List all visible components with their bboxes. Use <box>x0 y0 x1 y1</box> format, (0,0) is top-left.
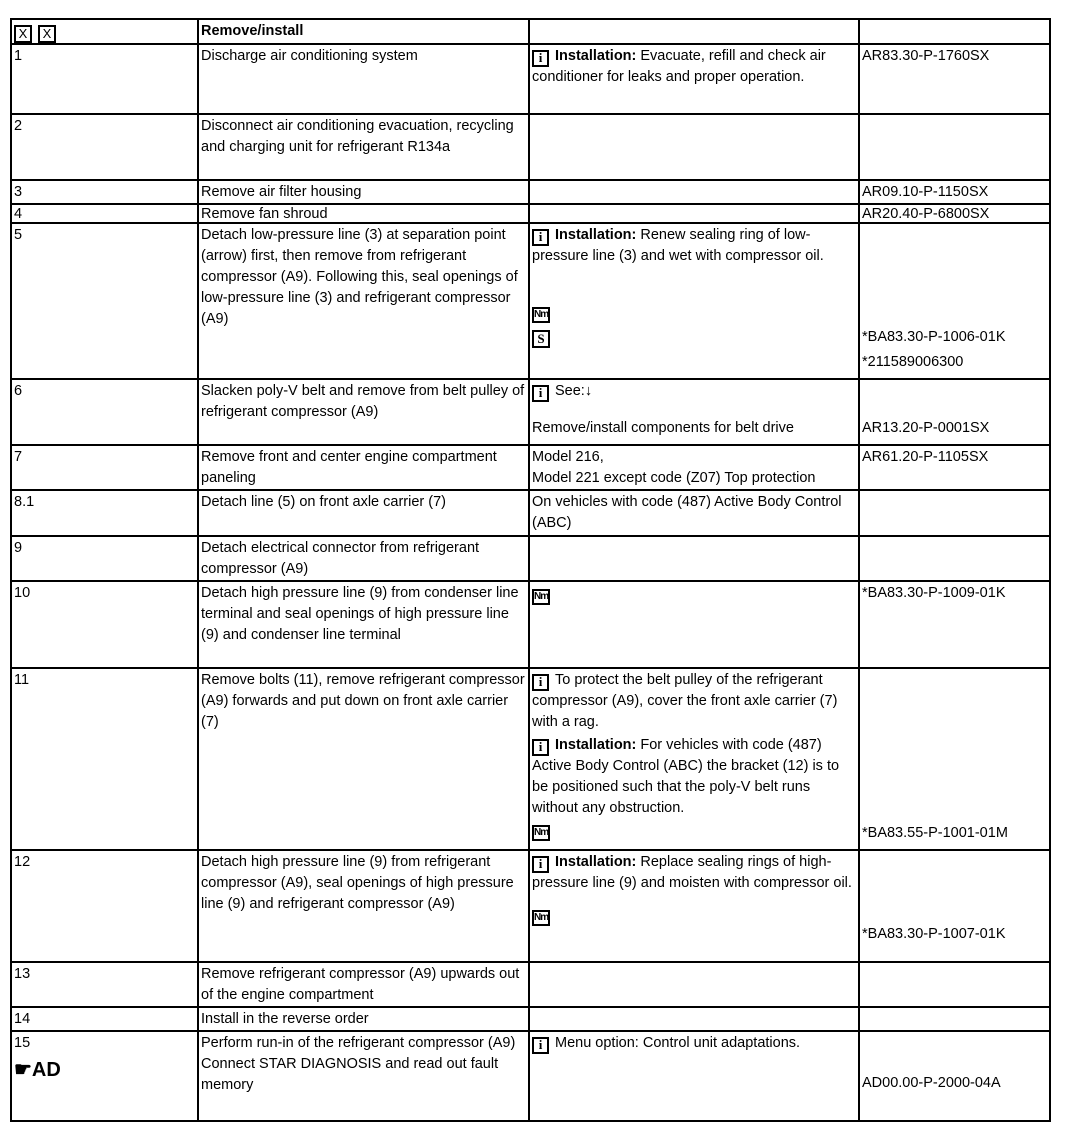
step-note: On vehicles with code (487) Active Body Control (ABC) <box>529 490 859 536</box>
reference-link[interactable]: AR61.20-P-1105SX <box>859 445 1050 490</box>
procedure-table <box>10 18 1051 1122</box>
reference-cell <box>859 223 1050 379</box>
step-text: Connect STAR DIAGNOSIS and read out fault memory <box>201 1056 499 1093</box>
step-number: 9 <box>11 536 198 581</box>
reference-cell <box>859 1007 1050 1031</box>
table-row <box>11 581 1050 668</box>
step-text: Detach high pressure line (9) from refrigerant compressor (A9), seal openings of high pressure line (9) and refrigerant compressor (A9) <box>198 850 529 962</box>
step-text: Detach high pressure line (9) from condenser line terminal and seal openings of high pressure line (9) and condenser line terminal <box>198 581 529 668</box>
info-icon: i <box>532 385 549 402</box>
table-row <box>11 44 1050 114</box>
reference-link[interactable]: AR83.30-P-1760SX <box>859 44 1050 114</box>
installation-label: Installation: <box>555 48 637 64</box>
torque-icon[interactable]: Nm <box>532 910 550 926</box>
step-text: Discharge air conditioning system <box>198 44 529 114</box>
step-note <box>529 204 859 223</box>
step-text: Remove front and center engine compartment paneling <box>198 445 529 490</box>
header-empty-cell <box>859 19 1050 44</box>
reference-link[interactable]: AR09.10-P-1150SX <box>859 180 1050 204</box>
step-note <box>529 536 859 581</box>
reference-link[interactable]: AD00.00-P-2000-04A <box>862 1075 1001 1091</box>
torque-reference-link[interactable]: *BA83.30-P-1006-01K <box>862 329 1006 345</box>
expand-icon: X <box>14 25 32 43</box>
step-text: Remove air filter housing <box>198 180 529 204</box>
step-note <box>529 581 859 668</box>
step-number: 7 <box>11 445 198 490</box>
step-text: Detach electrical connector from refrigerant compressor (A9) <box>198 536 529 581</box>
step-text: Detach line (5) on front axle carrier (7) <box>198 490 529 536</box>
step-number: 14 <box>11 1007 198 1031</box>
reference-cell <box>859 490 1050 536</box>
step-note <box>529 850 859 962</box>
note-text: Replace sealing rings of high-pressure line (9) and moisten with compressor oil. <box>532 854 852 891</box>
step-number: 5 <box>11 223 198 379</box>
step-text: Slacken poly-V belt and remove from belt pulley of refrigerant compressor (A9) <box>198 379 529 445</box>
table-row <box>11 536 1050 581</box>
step-number: 3 <box>11 180 198 204</box>
step-number: 15 <box>14 1035 31 1051</box>
torque-icon[interactable]: Nm <box>532 589 550 605</box>
reference-link[interactable]: *BA83.30-P-1007-01K <box>862 926 1006 942</box>
step-number: 8.1 <box>11 490 198 536</box>
installation-label: Installation: <box>555 227 637 243</box>
step-text: Install in the reverse order <box>198 1007 529 1031</box>
table-row <box>11 204 1050 223</box>
reference-link[interactable]: AR13.20-P-0001SX <box>862 420 990 436</box>
step-note <box>529 379 859 445</box>
step-note <box>529 114 859 180</box>
step-number: 2 <box>11 114 198 180</box>
reference-link[interactable]: *BA83.55-P-1001-01M <box>862 825 1008 841</box>
table-row <box>11 850 1050 962</box>
torque-icon[interactable]: Nm <box>532 825 550 841</box>
table-row <box>11 114 1050 180</box>
reference-link[interactable]: *BA83.30-P-1009-01K <box>859 581 1050 668</box>
torque-icon[interactable]: Nm <box>532 307 550 323</box>
table-row <box>11 223 1050 379</box>
installation-label: Installation: <box>555 854 637 870</box>
step-number: 13 <box>11 962 198 1007</box>
step-text: Detach low-pressure line (3) at separation point (arrow) first, then remove from refrigerant compressor (A9). Following this, seal openings of low-pressure line (3) and refrigerant compressor (A9) <box>198 223 529 379</box>
note-text: Renew sealing ring of low-pressure line (3) and wet with compressor oil. <box>532 227 824 264</box>
step-number: 4 <box>11 204 198 223</box>
diagnosis-ad-icon[interactable]: ☛AD <box>14 1059 61 1081</box>
note-text: Menu option: Control unit adaptations. <box>555 1035 801 1051</box>
info-icon: i <box>532 856 549 873</box>
reference-link[interactable]: AR20.40-P-6800SX <box>859 204 1050 223</box>
arrow-down-icon: ↓ <box>584 383 593 399</box>
table-row <box>11 1031 1050 1121</box>
step-number: 12 <box>11 850 198 962</box>
table-row <box>11 180 1050 204</box>
table-row <box>11 490 1050 536</box>
header-empty-cell <box>529 19 859 44</box>
header-icons-cell <box>11 19 198 44</box>
step-note <box>529 223 859 379</box>
step-text-cell <box>198 1031 529 1121</box>
see-label: See: <box>555 383 585 399</box>
reference-cell <box>859 536 1050 581</box>
step-note <box>529 44 859 114</box>
collapse-icon: X <box>38 25 56 43</box>
step-text: Remove refrigerant compressor (A9) upwards out of the engine compartment <box>198 962 529 1007</box>
reference-cell <box>859 668 1050 850</box>
reference-cell <box>859 962 1050 1007</box>
reference-cell <box>859 114 1050 180</box>
note-text: Evacuate, refill and check air conditioner for leaks and proper operation. <box>532 48 826 85</box>
step-text: Disconnect air conditioning evacuation, recycling and charging unit for refrigerant R134a <box>198 114 529 180</box>
special-tool-icon[interactable]: S <box>532 330 550 348</box>
note-text: Model 216, <box>532 449 604 465</box>
reference-cell <box>859 850 1050 962</box>
step-note <box>529 1007 859 1031</box>
table-row <box>11 668 1050 850</box>
header-title: Remove/install <box>198 19 529 44</box>
table-row <box>11 1007 1050 1031</box>
info-icon: i <box>532 229 549 246</box>
step-note <box>529 1031 859 1121</box>
reference-cell <box>859 1031 1050 1121</box>
step-text: Perform run-in of the refrigerant compressor (A9) <box>201 1035 516 1051</box>
step-note <box>529 962 859 1007</box>
step-number: 1 <box>11 44 198 114</box>
step-number: 11 <box>11 668 198 850</box>
note-text: Remove/install components for belt drive <box>532 420 794 436</box>
installation-label: Installation: <box>555 737 637 753</box>
step-number-cell <box>11 1031 198 1121</box>
note-text: To protect the belt pulley of the refrigerant compressor (A9), cover the front axle carrier (7) with a rag. <box>532 672 838 730</box>
step-text: Remove bolts (11), remove refrigerant compressor (A9) forwards and put down on front axle carrier (7) <box>198 668 529 850</box>
step-note <box>529 668 859 850</box>
table-header-row <box>11 19 1050 44</box>
step-note <box>529 180 859 204</box>
step-number: 6 <box>11 379 198 445</box>
tool-reference-link[interactable]: *211589006300 <box>862 354 964 370</box>
table-row <box>11 445 1050 490</box>
info-icon: i <box>532 1037 549 1054</box>
step-note <box>529 445 859 490</box>
info-icon: i <box>532 739 549 756</box>
step-text: Remove fan shroud <box>198 204 529 223</box>
info-icon: i <box>532 674 549 691</box>
step-number: 10 <box>11 581 198 668</box>
note-text: Model 221 except code (Z07) Top protection <box>532 470 816 486</box>
table-row <box>11 962 1050 1007</box>
table-row <box>11 379 1050 445</box>
note-text: For vehicles with code (487) Active Body Control (ABC) the bracket (12) is to be positioned such that the poly-V belt runs without any obstruction. <box>532 737 840 816</box>
info-icon: i <box>532 50 549 67</box>
reference-cell <box>859 379 1050 445</box>
